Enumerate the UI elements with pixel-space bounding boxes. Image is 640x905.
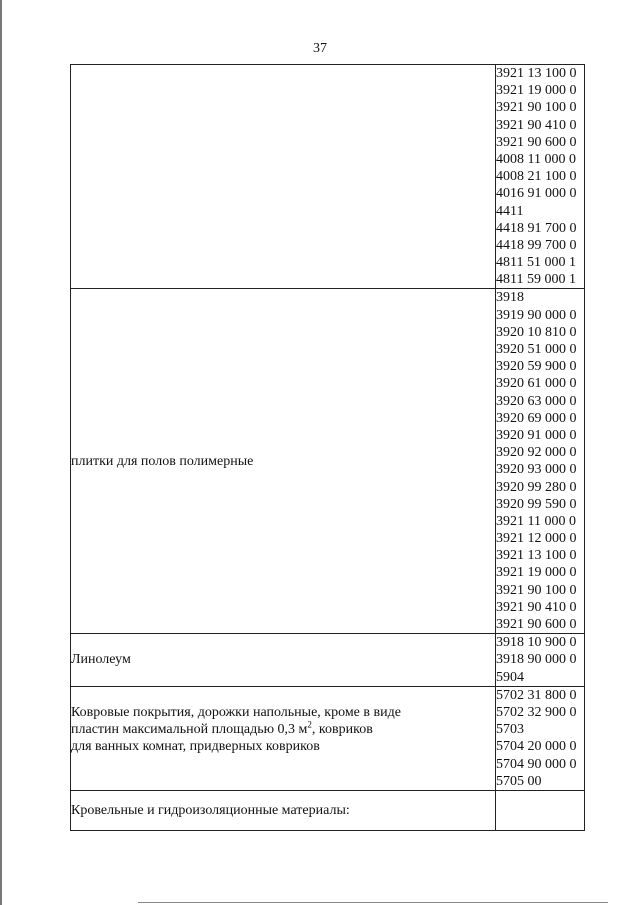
table-row — [71, 790, 585, 830]
hs-code: 3921 19 000 0 — [496, 565, 577, 581]
hs-code: 3921 11 000 0 — [496, 513, 576, 529]
hs-code: 3920 99 590 0 — [496, 496, 577, 512]
hs-code: 3920 10 810 0 — [496, 324, 577, 340]
row-codes — [496, 634, 585, 687]
hs-code: 5704 90 000 0 — [496, 756, 577, 772]
hs-code: 4008 21 100 0 — [496, 169, 577, 185]
hs-code: 3920 93 000 0 — [496, 462, 577, 478]
hs-code: 3921 90 100 0 — [496, 100, 577, 116]
hs-code: 3919 90 000 0 — [496, 307, 577, 323]
row-description — [71, 634, 496, 687]
hs-code: 5702 32 900 0 — [496, 704, 577, 720]
hs-code: 5703 — [496, 722, 524, 738]
row-description — [71, 65, 496, 289]
row-codes — [496, 65, 585, 289]
hs-code: 5904 — [496, 669, 524, 685]
hs-code: 3921 13 100 0 — [496, 548, 577, 564]
hs-code: 3918 90 000 0 — [496, 652, 577, 668]
row-codes — [496, 686, 585, 790]
hs-code: 3921 90 410 0 — [496, 599, 577, 615]
description-line — [71, 721, 495, 738]
hs-code: 4016 91 000 0 — [496, 186, 577, 202]
hs-code: 4811 51 000 1 — [496, 255, 576, 271]
hs-code: 3920 61 000 0 — [496, 376, 577, 392]
description-line: Ковровые покрытия, дорожки напольные, кроме в виде — [71, 704, 401, 720]
hs-code: 4418 91 700 0 — [496, 220, 577, 236]
description-text: , ковриков — [311, 721, 373, 737]
table-row — [71, 634, 585, 687]
hs-code: 4411 — [496, 203, 524, 219]
row-description — [71, 790, 496, 830]
hs-code: 3921 90 410 0 — [496, 117, 577, 133]
row-codes — [496, 790, 585, 830]
hs-code: 3920 99 280 0 — [496, 479, 577, 495]
hs-code: 3921 12 000 0 — [496, 531, 577, 547]
hs-code: 3918 — [496, 290, 524, 306]
codes-table — [70, 64, 585, 831]
hs-code: 3921 90 100 0 — [496, 582, 577, 598]
hs-code: 5705 00 — [496, 773, 542, 789]
row-description — [71, 686, 496, 790]
page-number: 37 — [313, 41, 327, 56]
description-text: Линолеум — [71, 652, 131, 668]
row-codes — [496, 289, 585, 634]
superscript: 2 — [307, 719, 312, 730]
description-text: плитки для полов полимерные — [71, 453, 254, 469]
table-row — [71, 65, 585, 289]
hs-code: 3921 90 600 0 — [496, 617, 577, 632]
hs-code: 3920 59 900 0 — [496, 359, 577, 375]
hs-code: 5704 20 000 0 — [496, 739, 577, 755]
hs-code: 4008 11 000 0 — [496, 151, 576, 167]
hs-code: 3921 90 600 0 — [496, 134, 577, 150]
hs-code: 3920 91 000 0 — [496, 427, 577, 443]
hs-code: 3921 19 000 0 — [496, 83, 577, 99]
hs-code: 3921 13 100 0 — [496, 66, 577, 81]
hs-code: 3918 10 900 0 — [496, 635, 577, 651]
hs-code: 3920 92 000 0 — [496, 445, 577, 461]
hs-code: 3920 51 000 0 — [496, 342, 577, 357]
hs-code: 3920 63 000 0 — [496, 393, 577, 409]
table-row — [71, 686, 585, 790]
description-text: Кровельные и гидроизоляционные материалы: — [71, 802, 350, 818]
description-line: для ванных комнат, придверных ковриков — [71, 738, 320, 754]
hs-code: 4811 59 000 1 — [496, 272, 576, 288]
hs-code: 5702 31 800 0 — [496, 687, 577, 703]
description-text: пластин максимальной площадью 0,3 м — [71, 721, 308, 737]
hs-code: 4418 99 700 0 — [496, 237, 577, 253]
table-row — [71, 289, 585, 634]
row-description — [71, 289, 496, 634]
scan-edge — [0, 0, 2, 905]
hs-code: 3920 69 000 0 — [496, 410, 577, 426]
scan-bottom-line — [138, 902, 608, 903]
